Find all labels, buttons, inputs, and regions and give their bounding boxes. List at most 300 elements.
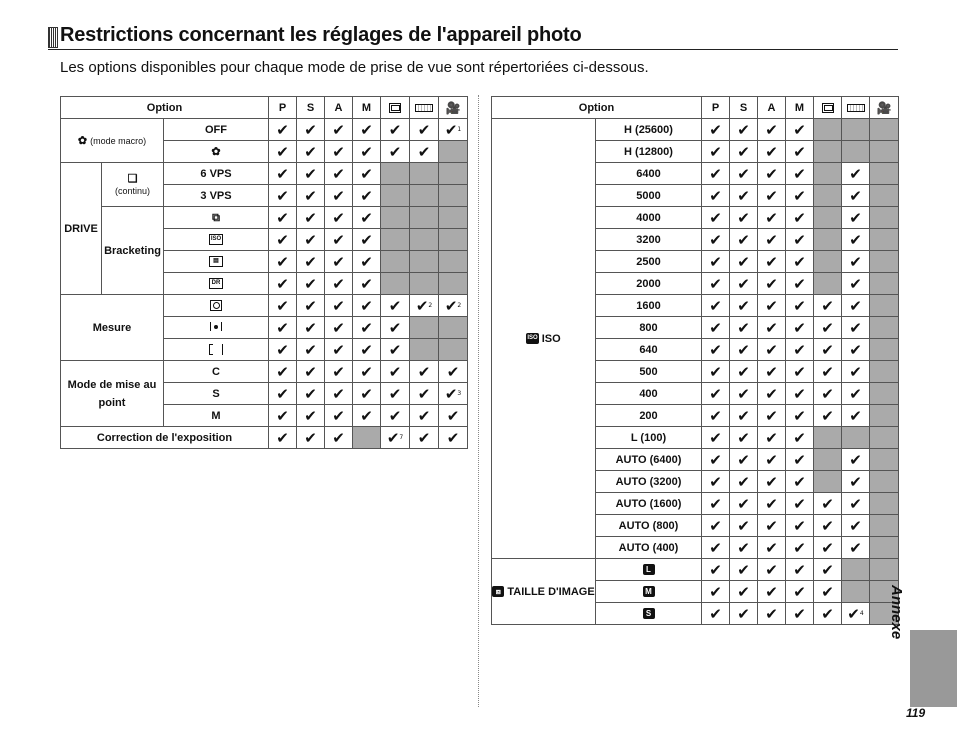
iso-bracketing-setting	[164, 229, 269, 251]
check-cell	[439, 405, 468, 427]
checkmark-icon: ✔	[793, 120, 806, 139]
check-cell	[702, 427, 730, 449]
unavailable-cell	[814, 207, 842, 229]
check-cell	[842, 273, 870, 295]
checkmark-icon: ✔	[765, 406, 778, 425]
checkmark-icon: ✔	[417, 120, 431, 139]
unavailable-cell	[439, 141, 468, 163]
unavailable-cell	[870, 383, 899, 405]
checkmark-icon: ✔	[304, 186, 317, 205]
check-cell	[353, 185, 381, 207]
check-cell	[758, 581, 786, 603]
iso-value-setting: 2500	[596, 251, 702, 273]
checkmark-icon: ✔	[386, 428, 400, 447]
check-cell	[353, 295, 381, 317]
iso-bracketing-icon: ISO	[209, 234, 223, 245]
checkmark-icon: ✔	[276, 208, 289, 227]
checkmark-icon: ✔	[332, 384, 345, 403]
unavailable-cell	[353, 427, 381, 449]
option-header: Option	[61, 97, 269, 119]
check-cell	[786, 449, 814, 471]
checkmark-icon: ✔	[304, 406, 317, 425]
checkmark-icon: ✔	[360, 406, 373, 425]
iso-value-setting: 6400	[596, 163, 702, 185]
check-cell	[325, 141, 353, 163]
check-cell	[842, 537, 870, 559]
still-mode-header	[814, 97, 842, 119]
checkmark-icon: ✔	[737, 230, 750, 249]
checkmark-icon: ✔	[765, 208, 778, 227]
checkmark-icon: ✔	[360, 120, 373, 139]
checkmark-icon: ✔	[737, 538, 750, 557]
unavailable-cell	[870, 163, 899, 185]
checkmark-icon: ✔	[709, 274, 722, 293]
check-cell	[702, 537, 730, 559]
unavailable-cell	[381, 229, 410, 251]
film-simulation-bracketing-icon: ▤	[209, 256, 223, 267]
checkmark-icon: ✔	[793, 186, 806, 205]
image-size-option	[492, 559, 596, 625]
checkmark-icon: ✔	[765, 472, 778, 491]
check-cell	[842, 449, 870, 471]
check-cell	[381, 383, 410, 405]
checkmark-icon: ✔	[276, 384, 289, 403]
unavailable-cell	[439, 339, 468, 361]
checkmark-icon: ✔	[388, 296, 402, 315]
unavailable-cell	[814, 141, 842, 163]
checkmark-icon: ✔	[821, 604, 834, 623]
check-cell	[702, 449, 730, 471]
iso-value-setting: 1600	[596, 295, 702, 317]
check-cell	[758, 295, 786, 317]
unavailable-cell	[870, 251, 899, 273]
checkmark-icon: ✔	[737, 164, 750, 183]
check-cell	[269, 229, 297, 251]
check-cell	[730, 251, 758, 273]
multi-metering-setting	[164, 295, 269, 317]
unavailable-cell	[814, 449, 842, 471]
check-cell	[702, 295, 730, 317]
unavailable-cell	[842, 141, 870, 163]
check-cell	[702, 273, 730, 295]
check-cell	[297, 405, 325, 427]
check-cell	[786, 383, 814, 405]
check-cell	[758, 383, 786, 405]
iso-value-setting: 640	[596, 339, 702, 361]
image-size-label: TAILLE D'IMAGE	[507, 585, 595, 598]
checkmark-icon: ✔	[417, 362, 431, 381]
mode-s-header: S	[297, 97, 325, 119]
checkmark-icon: ✔	[446, 362, 460, 381]
checkmark-icon: ✔	[388, 384, 402, 403]
left-restrictions-table	[60, 96, 468, 449]
checkmark-icon: ✔	[709, 604, 722, 623]
check-cell	[730, 493, 758, 515]
unavailable-cell	[814, 427, 842, 449]
check-cell	[297, 163, 325, 185]
check-cell	[381, 119, 410, 141]
check-cell	[730, 339, 758, 361]
mode-s-header: S	[730, 97, 758, 119]
checkmark-icon: ✔	[709, 494, 722, 513]
check-cell	[410, 141, 439, 163]
checkmark-icon: ✔	[304, 318, 317, 337]
check-cell	[702, 515, 730, 537]
panorama-mode-header	[842, 97, 870, 119]
focus-mode-option: Mode de mise au point	[61, 361, 164, 427]
checkmark-icon: ✔	[793, 340, 806, 359]
unavailable-cell	[381, 163, 410, 185]
unavailable-cell	[439, 207, 468, 229]
check-cell	[786, 295, 814, 317]
checkmark-icon: ✔	[849, 538, 862, 557]
check-cell	[297, 185, 325, 207]
unavailable-cell	[381, 273, 410, 295]
macro-on-setting	[164, 141, 269, 163]
check-cell	[758, 493, 786, 515]
checkmark-icon: ✔	[765, 142, 778, 161]
check-cell	[814, 515, 842, 537]
check-cell	[730, 229, 758, 251]
check-cell	[730, 405, 758, 427]
checkmark-icon: ✔	[276, 362, 289, 381]
page-subtitle: Les options disponibles pour chaque mode de prise de vue sont répertoriées ci-dessous.	[60, 59, 649, 76]
check-cell	[758, 405, 786, 427]
unavailable-cell	[439, 229, 468, 251]
unavailable-cell	[870, 361, 899, 383]
check-cell	[786, 163, 814, 185]
check-cell	[353, 317, 381, 339]
checkmark-icon: ✔	[849, 274, 862, 293]
check-cell	[786, 229, 814, 251]
option-header: Option	[492, 97, 702, 119]
check-cell	[786, 207, 814, 229]
checkmark-icon: ✔	[360, 186, 373, 205]
checkmark-icon: ✔	[765, 538, 778, 557]
unavailable-cell	[439, 185, 468, 207]
iso-value-setting: 5000	[596, 185, 702, 207]
unavailable-cell	[870, 207, 899, 229]
checkmark-icon: ✔	[821, 560, 834, 579]
check-cell	[758, 361, 786, 383]
checkmark-icon: ✔	[821, 582, 834, 601]
checkmark-icon: ✔	[765, 186, 778, 205]
checkmark-icon: ✔	[332, 340, 345, 359]
checkmark-icon: ✔	[332, 296, 345, 315]
macro-flower-icon: ✿	[211, 145, 221, 158]
checkmark-icon: ✔	[709, 340, 722, 359]
check-cell	[842, 515, 870, 537]
check-cell	[814, 361, 842, 383]
checkmark-icon: ✔	[765, 384, 778, 403]
continuous-option	[102, 163, 164, 207]
checkmark-icon: ✔	[304, 120, 317, 139]
checkmark-icon: ✔	[793, 494, 806, 513]
checkmark-icon: ✔	[793, 274, 806, 293]
check-cell	[702, 119, 730, 141]
average-metering-icon	[209, 344, 223, 355]
check-cell	[439, 383, 468, 405]
check-cell	[702, 251, 730, 273]
check-cell	[730, 141, 758, 163]
check-cell	[297, 119, 325, 141]
check-cell	[786, 361, 814, 383]
unavailable-cell	[870, 449, 899, 471]
check-cell	[814, 383, 842, 405]
check-cell	[702, 207, 730, 229]
continu-label: (continu)	[114, 185, 150, 196]
unavailable-cell	[410, 251, 439, 273]
iso-value-setting: 500	[596, 361, 702, 383]
checkmark-icon: ✔	[709, 230, 722, 249]
unavailable-cell	[814, 163, 842, 185]
checkmark-icon: ✔	[793, 296, 806, 315]
iso-icon: ISO	[526, 333, 538, 344]
checkmark-icon: ✔	[360, 142, 373, 161]
check-cell	[786, 581, 814, 603]
iso-value-setting: L (100)	[596, 427, 702, 449]
check-cell	[730, 317, 758, 339]
focus-m-setting: M	[164, 405, 269, 427]
checkmark-icon: ✔	[304, 296, 317, 315]
checkmark-icon: ✔	[765, 582, 778, 601]
checkmark-icon: ✔	[765, 318, 778, 337]
check-cell	[842, 361, 870, 383]
unavailable-cell	[410, 207, 439, 229]
checkmark-icon: ✔	[709, 120, 722, 139]
check-cell	[758, 229, 786, 251]
checkmark-icon: ✔	[709, 538, 722, 557]
iso-label: ISO	[541, 332, 561, 345]
checkmark-icon: ✔	[332, 142, 345, 161]
check-cell	[730, 185, 758, 207]
checkmark-icon: ✔	[304, 274, 317, 293]
macro-flower-icon: ✿	[77, 134, 88, 147]
checkmark-icon: ✔	[793, 164, 806, 183]
unavailable-cell	[814, 251, 842, 273]
title-marker	[48, 27, 58, 48]
unavailable-cell	[410, 229, 439, 251]
unavailable-cell	[842, 559, 870, 581]
checkmark-icon: ✔	[737, 252, 750, 271]
check-cell	[702, 559, 730, 581]
dr-bracketing-setting	[164, 273, 269, 295]
checkmark-icon: ✔	[849, 318, 862, 337]
right-restrictions-table	[491, 96, 899, 625]
check-cell	[758, 515, 786, 537]
checkmark-icon: ✔	[276, 274, 289, 293]
checkmark-icon: ✔	[849, 472, 862, 491]
checkmark-icon: ✔	[793, 472, 806, 491]
checkmark-icon: ✔	[360, 318, 373, 337]
checkmark-icon: ✔	[793, 142, 806, 161]
check-cell	[297, 229, 325, 251]
check-cell	[814, 493, 842, 515]
check-cell	[325, 317, 353, 339]
checkmark-icon: ✔	[849, 230, 862, 249]
check-cell	[381, 427, 410, 449]
check-cell	[842, 603, 870, 625]
check-cell	[702, 317, 730, 339]
checkmark-icon: ✔	[709, 582, 722, 601]
iso-value-setting: AUTO (1600)	[596, 493, 702, 515]
checkmark-icon: ✔	[444, 120, 458, 139]
checkmark-icon: ✔	[821, 538, 834, 557]
check-cell	[730, 515, 758, 537]
checkmark-icon: ✔	[304, 362, 317, 381]
check-cell	[269, 141, 297, 163]
checkmark-icon: ✔	[793, 252, 806, 271]
check-cell	[439, 295, 468, 317]
focus-s-setting: S	[164, 383, 269, 405]
unavailable-cell	[439, 317, 468, 339]
checkmark-icon: ✔	[709, 450, 722, 469]
check-cell	[353, 163, 381, 185]
check-cell	[410, 361, 439, 383]
checkmark-icon: ✔	[737, 450, 750, 469]
checkmark-icon: ✔	[765, 340, 778, 359]
checkmark-icon: ✔	[849, 296, 862, 315]
check-cell	[353, 383, 381, 405]
checkmark-icon: ✔	[737, 582, 750, 601]
check-cell	[730, 383, 758, 405]
checkmark-icon: ✔	[709, 384, 722, 403]
checkmark-icon: ✔	[276, 340, 289, 359]
checkmark-icon: ✔	[821, 494, 834, 513]
unavailable-cell	[870, 185, 899, 207]
checkmark-icon: ✔	[332, 120, 345, 139]
check-cell	[730, 295, 758, 317]
checkmark-icon: ✔	[709, 516, 722, 535]
check-cell	[325, 119, 353, 141]
checkmark-icon: ✔	[793, 560, 806, 579]
checkmark-icon: ✔	[737, 186, 750, 205]
check-cell	[381, 295, 410, 317]
check-cell	[842, 229, 870, 251]
check-cell	[842, 383, 870, 405]
checkmark-icon: ✔	[737, 318, 750, 337]
check-cell	[297, 317, 325, 339]
checkmark-icon: ✔	[709, 186, 722, 205]
check-cell	[842, 471, 870, 493]
checkmark-icon: ✔	[360, 274, 373, 293]
size-letter-icon: M	[643, 586, 655, 597]
unavailable-cell	[870, 317, 899, 339]
check-cell	[786, 185, 814, 207]
image-size-setting	[596, 559, 702, 581]
check-cell	[842, 339, 870, 361]
check-cell	[381, 405, 410, 427]
unavailable-cell	[410, 317, 439, 339]
checkmark-icon: ✔	[765, 230, 778, 249]
image-size-setting	[596, 603, 702, 625]
check-cell	[297, 251, 325, 273]
check-cell	[325, 185, 353, 207]
column-divider	[478, 95, 479, 707]
checkmark-icon: ✔	[793, 582, 806, 601]
checkmark-icon: ✔	[276, 164, 289, 183]
check-cell	[439, 119, 468, 141]
check-cell	[702, 339, 730, 361]
checkmark-icon: ✔	[388, 142, 402, 161]
continuous-shooting-icon: ❏	[127, 172, 138, 185]
checkmark-icon: ✔	[276, 142, 289, 161]
checkmark-icon: ✔	[737, 406, 750, 425]
check-cell	[814, 339, 842, 361]
iso-value-setting: AUTO (800)	[596, 515, 702, 537]
check-cell	[758, 449, 786, 471]
iso-value-setting: H (12800)	[596, 141, 702, 163]
checkmark-icon: ✔	[849, 164, 862, 183]
check-cell	[814, 295, 842, 317]
check-cell	[730, 471, 758, 493]
checkmark-icon: ✔	[737, 120, 750, 139]
checkmark-icon: ✔	[304, 384, 317, 403]
check-cell	[353, 251, 381, 273]
checkmark-icon: ✔	[360, 164, 373, 183]
check-cell	[269, 185, 297, 207]
check-cell	[702, 581, 730, 603]
check-cell	[730, 163, 758, 185]
check-cell	[814, 317, 842, 339]
table-row	[492, 559, 899, 581]
iso-value-setting: 200	[596, 405, 702, 427]
checkmark-icon: ✔	[444, 296, 458, 315]
spot-metering-icon	[210, 322, 222, 333]
image-size-icon: ⧈	[492, 586, 504, 597]
check-cell	[730, 537, 758, 559]
check-cell	[786, 427, 814, 449]
panorama-mode-header	[410, 97, 439, 119]
checkmark-icon: ✔	[276, 186, 289, 205]
check-cell	[758, 251, 786, 273]
check-cell	[325, 273, 353, 295]
table-header-row	[61, 97, 468, 119]
checkmark-icon: ✔	[332, 164, 345, 183]
check-cell	[786, 537, 814, 559]
check-cell	[353, 339, 381, 361]
average-metering-setting	[164, 339, 269, 361]
check-cell	[786, 119, 814, 141]
unavailable-cell	[439, 163, 468, 185]
check-cell	[758, 163, 786, 185]
check-cell	[325, 427, 353, 449]
check-cell	[702, 493, 730, 515]
checkmark-icon: ✔	[417, 384, 431, 403]
check-cell	[786, 515, 814, 537]
iso-value-setting: 4000	[596, 207, 702, 229]
unavailable-cell	[410, 163, 439, 185]
table-row	[61, 295, 468, 317]
checkmark-icon: ✔	[709, 296, 722, 315]
checkmark-icon: ✔	[709, 362, 722, 381]
ae-bracketing-setting	[164, 207, 269, 229]
checkmark-icon: ✔	[388, 406, 402, 425]
checkmark-icon: ✔	[765, 516, 778, 535]
iso-value-setting: AUTO (6400)	[596, 449, 702, 471]
checkmark-icon: ✔	[821, 406, 834, 425]
check-cell	[297, 361, 325, 383]
checkmark-icon: ✔	[849, 252, 862, 271]
checkmark-icon: ✔	[709, 406, 722, 425]
check-cell	[269, 207, 297, 229]
checkmark-icon: ✔	[737, 208, 750, 227]
check-cell	[439, 427, 468, 449]
checkmark-icon: ✔	[276, 296, 289, 315]
unavailable-cell	[814, 119, 842, 141]
checkmark-icon: ✔	[793, 230, 806, 249]
unavailable-cell	[814, 185, 842, 207]
